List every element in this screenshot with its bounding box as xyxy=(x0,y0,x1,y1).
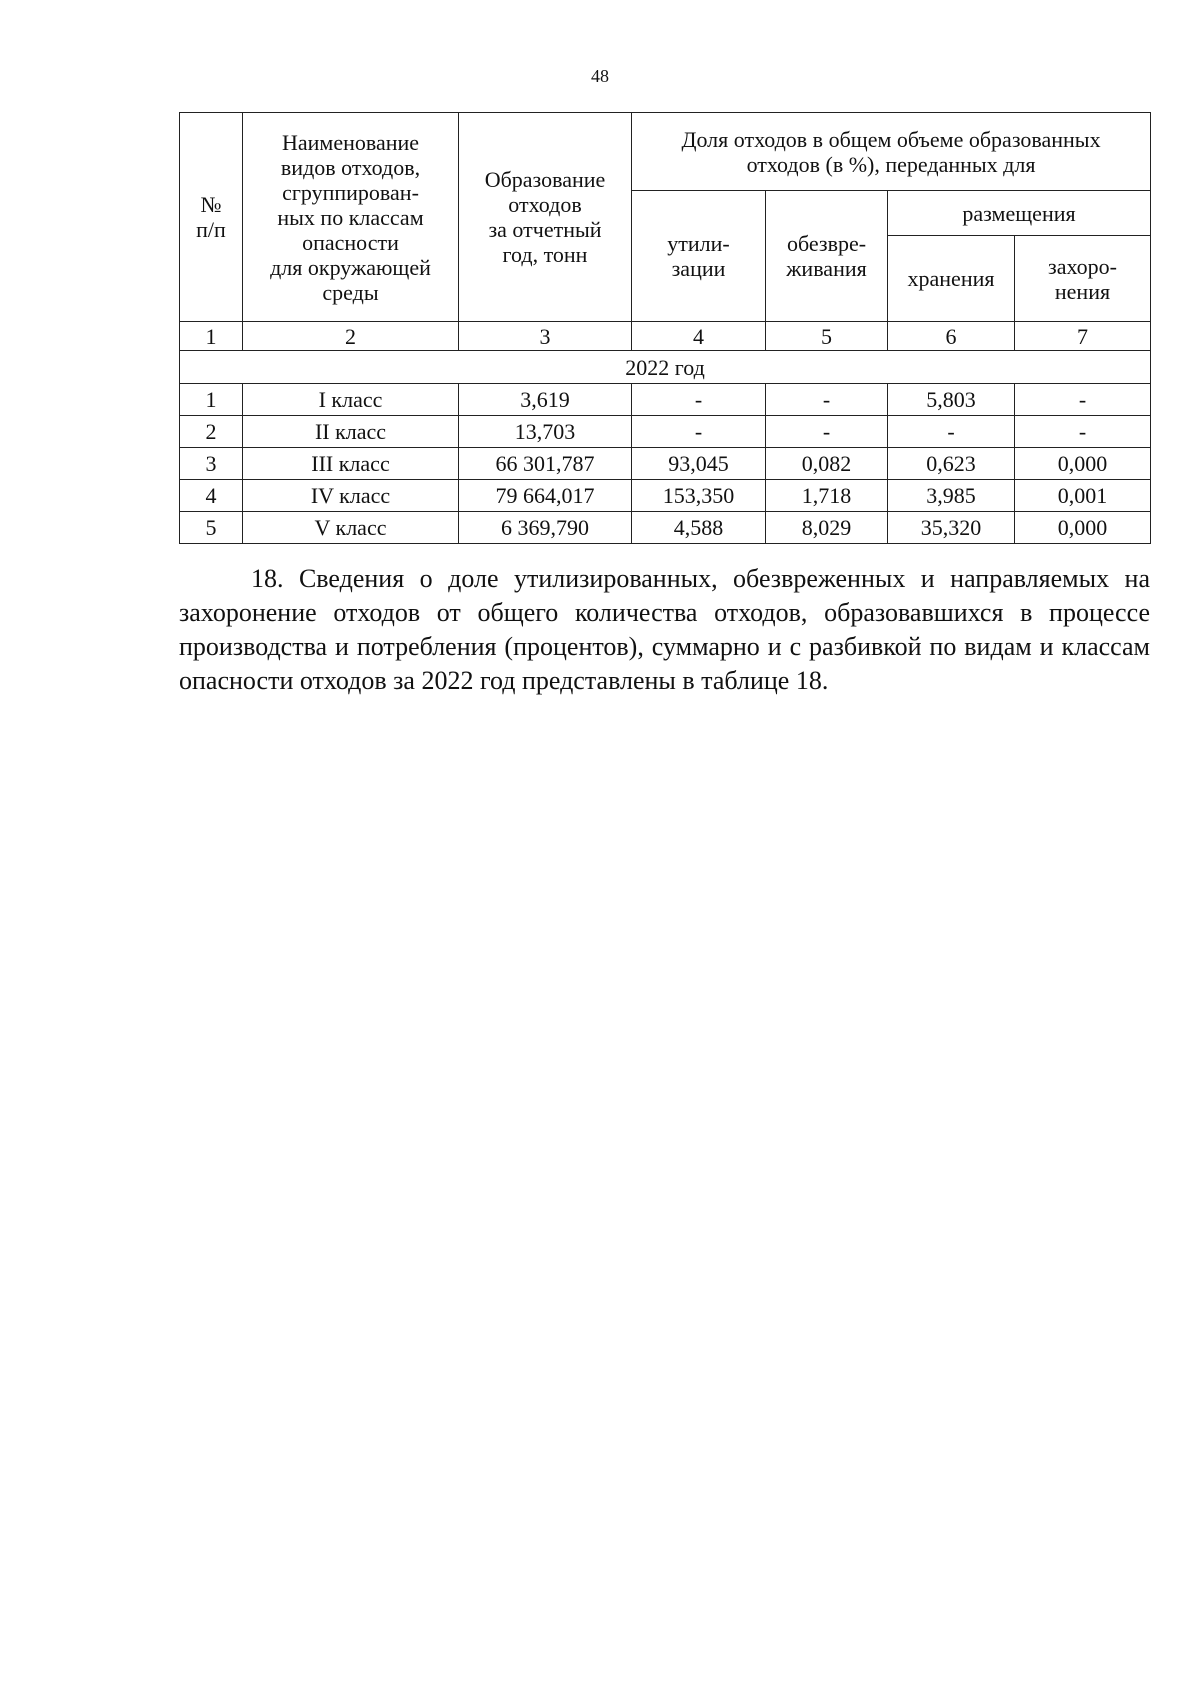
header-col-neutralization: обезвре- живания xyxy=(766,191,888,322)
row-storage: 5,803 xyxy=(888,384,1015,416)
header-col-storage: хранения xyxy=(888,236,1015,322)
row-no: 2 xyxy=(180,416,243,448)
page-number: 48 xyxy=(591,66,609,86)
column-number: 4 xyxy=(632,322,766,351)
table-row xyxy=(180,384,1151,416)
row-storage: 3,985 xyxy=(888,480,1015,512)
table-row xyxy=(180,448,1151,480)
row-neutralization: - xyxy=(766,416,888,448)
row-utilization: 4,588 xyxy=(632,512,766,544)
row-no: 4 xyxy=(180,480,243,512)
row-storage: 0,623 xyxy=(888,448,1015,480)
row-class-name: IV класс xyxy=(243,480,459,512)
row-formation: 13,703 xyxy=(459,416,632,448)
header-col-name: Наименование видов отходов, сгруппирован- ных по классам опасности для окружающей среды xyxy=(243,113,459,322)
header-col-placement: размещения xyxy=(888,191,1151,236)
row-no: 1 xyxy=(180,384,243,416)
column-number: 2 xyxy=(243,322,459,351)
header-col-share: Доля отходов в общем объеме образованных отходов (в %), переданных для xyxy=(632,113,1151,191)
header-col-no: № п/п xyxy=(180,113,243,322)
row-formation: 6 369,790 xyxy=(459,512,632,544)
row-burial: - xyxy=(1015,416,1151,448)
row-class-name: II класс xyxy=(243,416,459,448)
row-burial: 0,001 xyxy=(1015,480,1151,512)
waste-share-table xyxy=(179,112,1151,544)
column-number: 7 xyxy=(1015,322,1151,351)
row-utilization: - xyxy=(632,384,766,416)
row-neutralization: 8,029 xyxy=(766,512,888,544)
row-utilization: - xyxy=(632,416,766,448)
header-col-utilization: утили- зации xyxy=(632,191,766,322)
row-class-name: V класс xyxy=(243,512,459,544)
row-utilization: 153,350 xyxy=(632,480,766,512)
year-label: 2022 год xyxy=(180,351,1151,384)
row-utilization: 93,045 xyxy=(632,448,766,480)
row-class-name: III класс xyxy=(243,448,459,480)
header-col-burial: захоро- нения xyxy=(1015,236,1151,322)
column-number: 1 xyxy=(180,322,243,351)
column-number: 6 xyxy=(888,322,1015,351)
row-formation: 3,619 xyxy=(459,384,632,416)
row-no: 3 xyxy=(180,448,243,480)
row-storage: 35,320 xyxy=(888,512,1015,544)
body-paragraph: 18. Сведения о доле утилизированных, обезвреженных и направляемых на захоронение отходов от общего количества отходов, образовавшихся в процессе производства и потребления (процентов), суммарно и с разбивкой по видам и классам опасности отходов за 2022 год представлены в таблице 18. xyxy=(179,564,1150,695)
row-no: 5 xyxy=(180,512,243,544)
row-formation: 79 664,017 xyxy=(459,480,632,512)
table-row xyxy=(180,480,1151,512)
column-number: 5 xyxy=(766,322,888,351)
header-col-formation: Образование отходов за отчетный год, тонн xyxy=(459,113,632,322)
row-burial: 0,000 xyxy=(1015,448,1151,480)
row-neutralization: 0,082 xyxy=(766,448,888,480)
row-neutralization: - xyxy=(766,384,888,416)
column-number: 3 xyxy=(459,322,632,351)
row-storage: - xyxy=(888,416,1015,448)
row-burial: 0,000 xyxy=(1015,512,1151,544)
year-row xyxy=(180,351,1151,384)
row-burial: - xyxy=(1015,384,1151,416)
table-row xyxy=(180,512,1151,544)
row-neutralization: 1,718 xyxy=(766,480,888,512)
row-formation: 66 301,787 xyxy=(459,448,632,480)
table-row xyxy=(180,416,1151,448)
row-class-name: I класс xyxy=(243,384,459,416)
column-number-row xyxy=(180,322,1151,351)
